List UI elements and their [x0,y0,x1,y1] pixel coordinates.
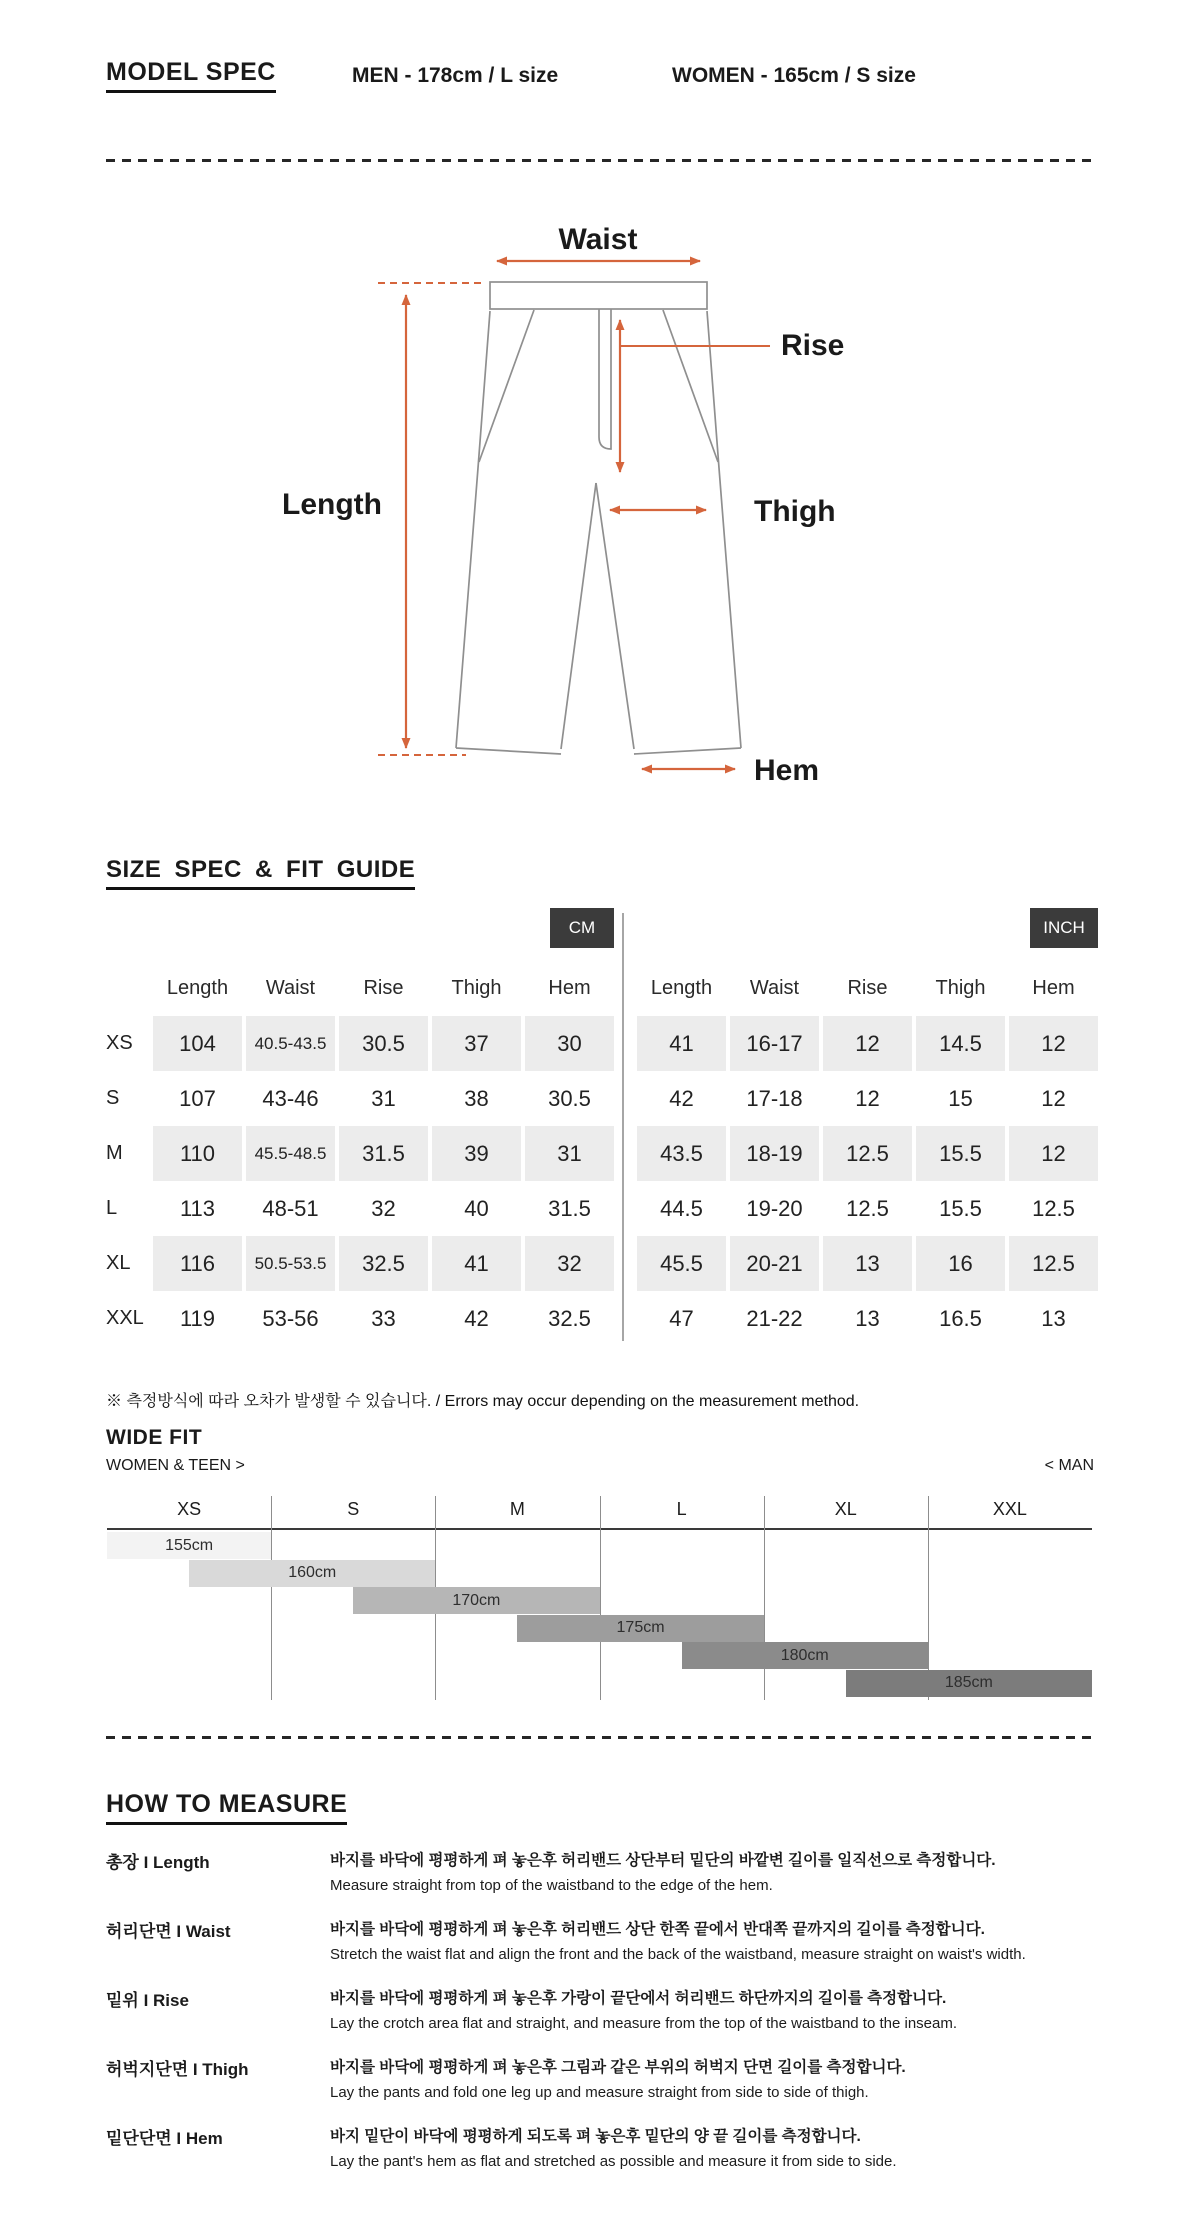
fit-guide-column-line [271,1496,272,1700]
model-spec-women: WOMEN - 165cm / S size [672,64,916,87]
table-cell: 43.5 [637,1126,726,1181]
table-cell: 50.5-53.5 [246,1236,335,1291]
measure-row-label: 밑단단면 I Hem [106,2129,223,2148]
table-cell: 113 [179,1195,216,1221]
model-spec-men: MEN - 178cm / L size [352,64,559,87]
table-cell: 32.5 [339,1236,428,1291]
column-header: Hem [1032,977,1075,999]
dashed-divider-bottom [106,1736,1094,1739]
table-cell: 30 [525,1016,614,1071]
measure-row-korean-text: 바지를 바닥에 평평하게 펴 놓은후 허리밴드 상단 한쪽 끝에서 반대쪽 끝까지의 길이를 측정합니다. [330,1921,985,1938]
measure-row-description [330,1917,1026,1963]
measure-row-description [330,2124,897,2170]
thigh-label: Thigh [754,495,836,528]
rise-label: Rise [781,329,845,362]
inch-table-header [637,977,1098,1000]
right-hem-line [634,748,741,754]
measure-row-korean-text: 바지를 바닥에 평평하게 펴 놓은후 그림과 같은 부위의 허벅지 단면 길이를 측정합니다. [330,2059,906,2076]
table-cell: 15.5 [939,1195,982,1221]
measure-row-english-text: Measure straight from top of the waistband to the edge of the hem. [330,1877,773,1894]
cm-unit-badge: CM [550,908,614,948]
waistband [490,282,707,309]
page-title: MODEL SPEC [106,58,276,93]
fit-guide-column-line [600,1496,601,1700]
table-cell: 39 [432,1126,521,1181]
table-divider [622,913,624,1341]
fit-guide-women-teen-label: WOMEN & TEEN > [106,1457,245,1474]
column-header: Length [650,977,713,999]
measure-row-label: 총장 I Length [106,1853,210,1872]
fit-guide-size-label: XXL [992,1499,1027,1519]
table-cell: 41 [432,1236,521,1291]
measure-row-description [330,1848,996,1894]
fit-guide-bar [107,1532,271,1559]
table-cell: 31 [525,1126,614,1181]
column-header: Waist [265,977,316,999]
column-header: Rise [847,977,888,999]
table-cell: 12.5 [823,1126,912,1181]
table-cell: 15.5 [916,1126,1005,1181]
column-header: Thigh [935,977,986,999]
measure-row-label: 밑위 I Rise [106,1991,189,2010]
table-cell: 13 [823,1236,912,1291]
table-cell: 12 [855,1085,880,1111]
dashed-divider-top [106,159,1094,162]
hem-label: Hem [754,754,820,787]
table-cell: 45.5 [637,1236,726,1291]
measure-row-korean-text: 바지 밑단이 바닥에 평평하게 되도록 펴 놓은후 밑단의 양 끝 길이를 측정합니다. [330,2128,861,2145]
table-cell: 13 [855,1305,880,1331]
fly-line [599,309,611,449]
column-header: Rise [363,977,404,999]
table-cell: 43-46 [262,1085,319,1111]
table-cell: 47 [669,1305,694,1331]
table-cell: 17-18 [746,1085,803,1111]
waist-label: Waist [558,223,638,256]
size-row-label: XL [106,1252,131,1274]
fit-guide-bar-label: 175cm [616,1619,665,1636]
fit-guide-size-label: XS [177,1499,202,1519]
fit-guide-bar [682,1642,928,1669]
fit-guide-bar [846,1670,1092,1697]
inch-unit-badge: INCH [1030,908,1098,948]
cm-table-body [153,1016,614,1346]
fit-guide-size-label: S [347,1499,360,1519]
fit-guide-bar-label: 185cm [944,1674,993,1691]
fit-guide-bar-label: 160cm [288,1564,337,1581]
pants-outline [456,282,741,754]
table-cell: 21-22 [746,1305,803,1331]
table-cell: 16-17 [730,1016,819,1071]
fit-guide-title: WIDE FIT [106,1426,203,1449]
table-cell: 38 [464,1085,489,1111]
table-cell: 48-51 [262,1195,319,1221]
size-row-label: M [106,1142,123,1164]
size-row-label: S [106,1087,120,1109]
fit-guide-size-label: L [676,1499,687,1519]
table-cell: 45.5-48.5 [246,1126,335,1181]
size-row-label: L [106,1197,118,1219]
table-cell: 15 [948,1085,973,1111]
cm-table-header [153,977,614,1000]
table-cell: 19-20 [746,1195,803,1221]
table-cell: 44.5 [660,1195,703,1221]
column-header: Thigh [451,977,502,999]
table-cell: 33 [371,1305,396,1331]
pants-measurement-diagram [260,195,860,810]
inch-table-body [637,1016,1098,1346]
table-cell: 16.5 [939,1305,982,1331]
table-cell: 12.5 [1009,1236,1098,1291]
size-row-label: XS [106,1032,133,1054]
table-cell: 31 [371,1085,396,1111]
fit-guide-bar [353,1587,599,1614]
table-cell: 12 [1009,1016,1098,1071]
table-cell: 40.5-43.5 [246,1016,335,1071]
left-pocket-line [479,310,534,462]
measure-row-english-text: Lay the pants and fold one leg up and measure straight from side to side of thigh. [330,2084,869,2101]
fit-guide-man-label: < MAN [1044,1457,1094,1474]
table-cell: 40 [464,1195,489,1221]
column-header: Length [166,977,229,999]
table-cell: 12 [1041,1085,1066,1111]
measure-row-english-text: Stretch the waist flat and align the front and the back of the waistband, measure straight on waist's width. [330,1946,1026,1963]
size-spec-title: SIZE SPEC & FIT GUIDE [106,856,415,890]
fit-guide-column-line [764,1496,765,1700]
right-pocket-line [663,310,718,462]
table-cell: 116 [153,1236,242,1291]
fit-guide-bar-label: 170cm [452,1591,501,1609]
table-cell: 12.5 [1032,1195,1075,1221]
table-cell: 107 [179,1085,216,1111]
left-hem-line [456,748,561,754]
how-to-measure-title: HOW TO MEASURE [106,1790,347,1825]
left-inseam [561,483,596,749]
fit-guide-size-label: M [509,1499,525,1519]
measure-row-description [330,1986,957,2032]
table-cell: 14.5 [916,1016,1005,1071]
table-cell: 12.5 [846,1195,889,1221]
table-cell: 42 [669,1085,694,1111]
measure-row-english-text: Lay the pant's hem as flat and stretched as possible and measure it from side to side. [330,2153,897,2170]
table-cell: 119 [179,1305,216,1331]
table-cell: 31.5 [548,1195,591,1221]
table-cell: 30.5 [339,1016,428,1071]
table-cell: 41 [637,1016,726,1071]
measure-row-korean-text: 바지를 바닥에 평평하게 펴 놓은후 허리밴드 상단부터 밑단의 바깥변 길이를 일직선으로 측정합니다. [330,1852,996,1869]
measurement-note: ※ 측정방식에 따라 오차가 발생할 수 있습니다. / Errors may occur depending on the measurement method. [106,1393,860,1410]
table-cell: 53-56 [262,1305,319,1331]
length-label: Length [282,488,382,521]
column-header: Waist [749,977,800,999]
right-inseam [596,483,634,749]
measurement-arrows [378,261,770,769]
fit-guide-chart [107,1496,1092,1702]
size-row-label: XXL [106,1307,144,1329]
measure-row-label: 허리단면 I Waist [106,1922,231,1941]
table-cell: 12 [1009,1126,1098,1181]
fit-guide-size-label: XL [834,1499,857,1519]
fit-guide-bar [189,1560,435,1587]
measure-row-description [330,2055,906,2101]
column-header: Hem [548,977,591,999]
measure-row-label: 허벅지단면 I Thigh [106,2060,249,2079]
table-cell: 110 [153,1126,242,1181]
right-outer-seam [707,311,741,748]
table-cell: 16 [916,1236,1005,1291]
fit-guide-bar [517,1615,763,1642]
table-cell: 31.5 [339,1126,428,1181]
table-cell: 37 [432,1016,521,1071]
table-cell: 32 [525,1236,614,1291]
table-cell: 30.5 [548,1085,591,1111]
table-cell: 18-19 [730,1126,819,1181]
table-cell: 104 [153,1016,242,1071]
table-cell: 32 [371,1195,396,1221]
table-cell: 42 [464,1305,489,1331]
measure-row-english-text: Lay the crotch area flat and straight, and measure from the top of the waistband to the inseam. [330,2015,958,2032]
table-cell: 12 [823,1016,912,1071]
size-label-column [106,1016,144,1346]
table-cell: 20-21 [730,1236,819,1291]
measure-row-korean-text: 바지를 바닥에 평평하게 펴 놓은후 가랑이 끝단에서 허리밴드 하단까지의 길이를 측정합니다. [330,1990,947,2007]
left-outer-seam [456,311,490,748]
table-cell: 13 [1041,1305,1066,1331]
fit-guide-bar-label: 180cm [780,1646,829,1664]
table-cell: 32.5 [548,1305,591,1331]
fit-guide-bar-label: 155cm [165,1536,214,1554]
